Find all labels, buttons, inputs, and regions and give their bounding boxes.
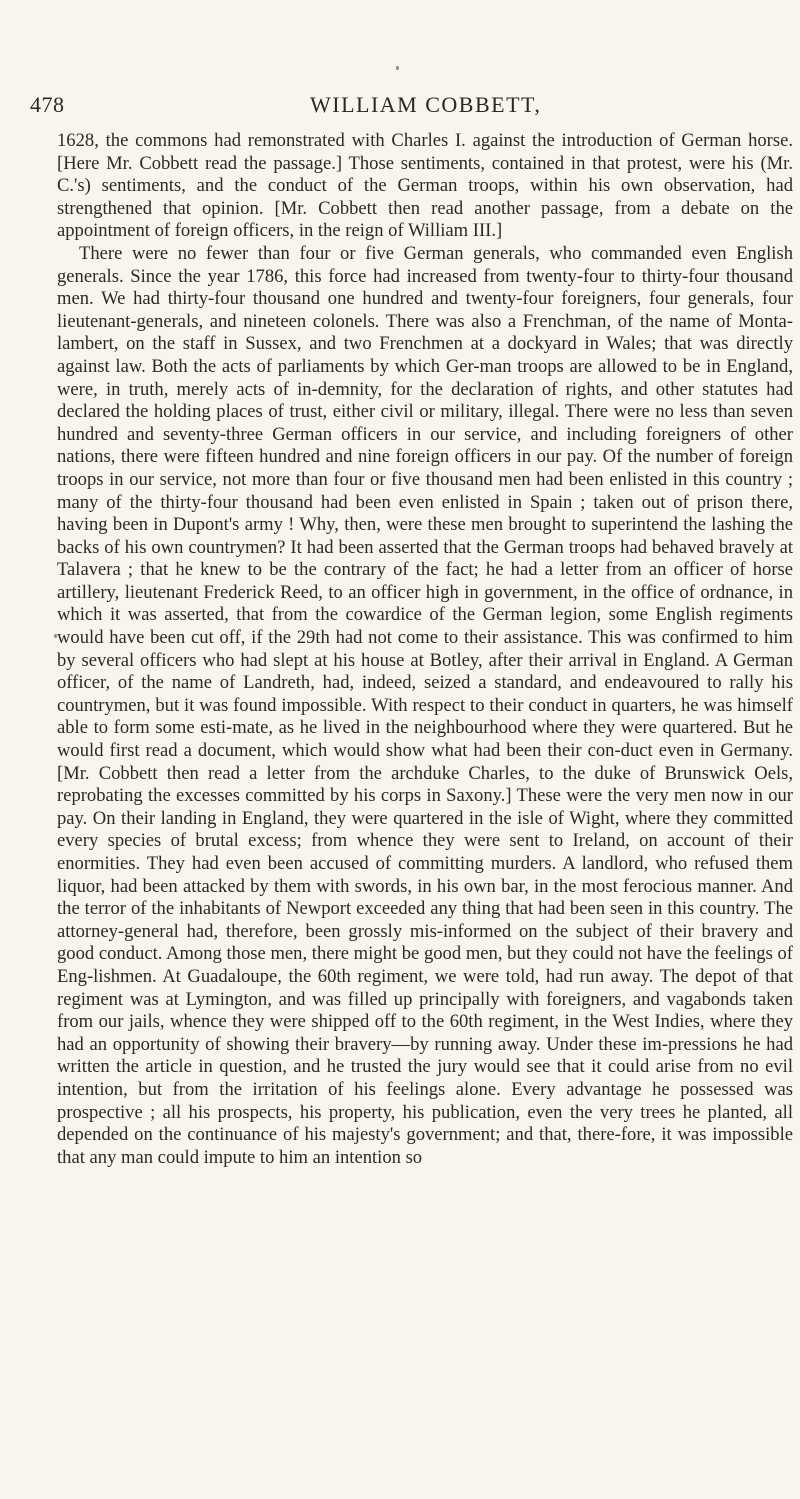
body-text	[57, 130, 793, 1169]
running-head: WILLIAM COBBETT,	[310, 92, 542, 117]
page-number: 478	[30, 92, 65, 117]
paragraph-continuation: 1628, the commons had remonstrated with Charles I. against the introduction of German horse. [Here Mr. Cobbett read the passage.] Those sentiments, contained in that protest, were his (Mr. C.'s) sentiments, and the conduct of the German troops, within his own observation, had strengthened that opinion. [Mr. Cobbett then read another passage, from a debate on the appointment of foreign officers, in the reign of William III.]	[57, 130, 793, 242]
paragraph-main: There were no fewer than four or five German generals, who commanded even English generals. Since the year 1786, this force had increased from twenty-four to thirty-four thousand men. We had thirty-four thousand one hundred and twenty-four foreigners, four generals, four lieutenant-generals, and nineteen colonels. There was also a Frenchman, of the name of Monta-lambert, on the staff in Sussex, and two Frenchmen at a dockyard in Wales; that was directly against law. Both the acts of parliaments by which Ger-man troops are allowed to be in England, were, in truth, merely acts of in-demnity, for the declaration of rights, and other statutes had declared the holding places of trust, either civil or military, illegal. There were no less than seven hundred and seventy-three German officers in our service, and including foreigners of other nations, there were fifteen hundred and nine foreign officers in our pay. Of the number of foreign troops in our service, not more than four or five thousand men had been enlisted in this country ; many of the thirty-four thousand had been even enlisted in Spain ; taken out of prison there, having been in Dupont's army ! Why, then, were these men brought to superintend the lashing the backs of his own countrymen? It had been asserted that the German troops had behaved bravely at Talavera ; that he knew to be the contrary of the fact; he had a letter from an officer of horse artillery, lieutenant Frederick Reed, to an officer high in government, in the office of ordnance, in which it was asserted, that from the cowardice of the German legion, some English regiments would have been cut off, if the 29th had not come to their assistance. This was confirmed to him by several officers who had slept at his house at Botley, after their arrival in England. A German officer, of the name of Landreth, had, indeed, seized a standard, and endeavoured to rally his countrymen, but it was found impossible. With respect to their conduct in quarters, he was himself able to form some esti-mate, as he lived in the neighbourhood where they were quartered. But he would first read a document, which would show what had been their con-duct even in Germany. [Mr. Cobbett then read a letter from the archduke Charles, to the duke of Brunswick Oels, reprobating the excesses committed by his corps in Saxony.] These were the very men now in our pay. On their landing in England, they were quartered in the isle of Wight, where they committed every species of brutal excess; from whence they were sent to Ireland, on account of their enormities. They had even been accused of committing murders. A landlord, who refused them liquor, had been attacked by them with swords, in his own bar, in the most ferocious manner. And the terror of the inhabitants of Newport exceeded any thing that had been seen in this country. The attorney-general had, therefore, been grossly mis-informed on the subject of their bravery and good conduct. Among those men, there might be good men, but they could not have the feelings of Eng-lishmen. At Guadaloupe, the 60th regiment, we were told, had run away. The depot of that regiment was at Lymington, and was filled up principally with foreigners, and vagabonds taken from our jails, whence they were shipped off to the 60th regiment, in the West Indies, where they had an opportunity of showing their bravery—by running away. Under these im-pressions he had written the article in question, and he trusted the jury would see that it could arise from no evil intention, but from the irritation of his feelings alone. Every advantage he possessed was prospective ; all his prospects, his property, his publication, even the very trees he planted, all depended on the continuance of his majesty's government; and that, there-fore, it was impossible that any man could impute to him an intention so	[57, 242, 793, 1168]
ink-speck-mark	[396, 66, 399, 70]
page-header	[30, 92, 770, 122]
